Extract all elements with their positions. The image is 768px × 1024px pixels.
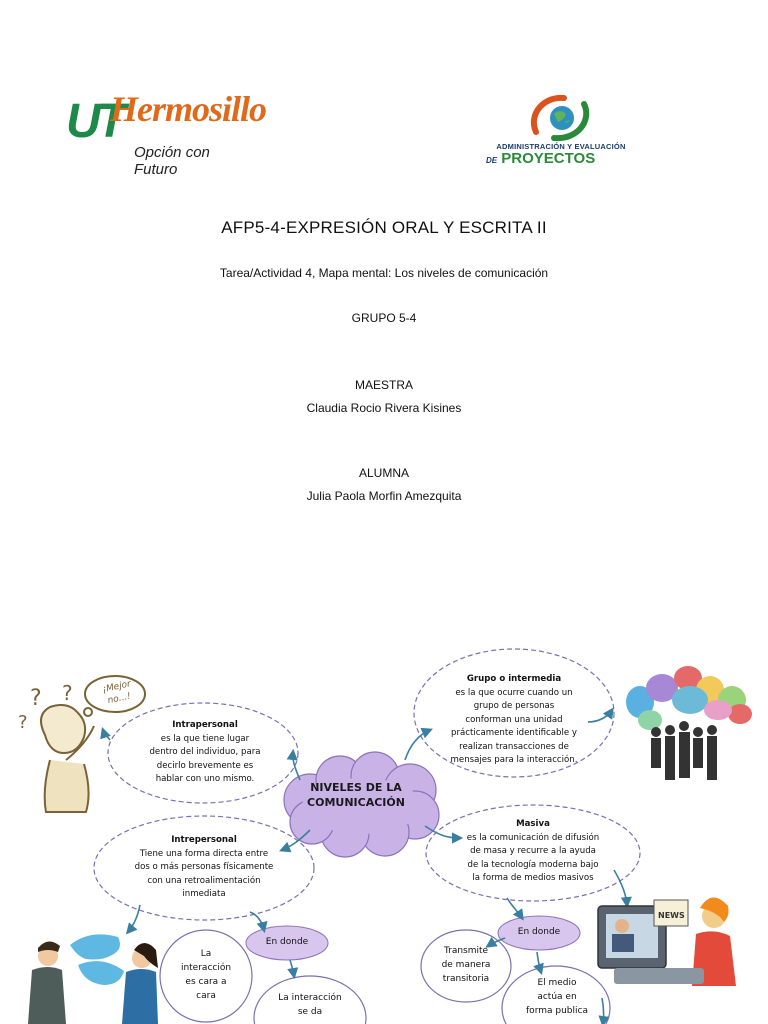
mass-media-illustration bbox=[598, 897, 736, 986]
grupal-line: prácticamente identificable y bbox=[451, 728, 577, 738]
masiva-text bbox=[438, 818, 628, 886]
center-line-1: NIVELES DE LA bbox=[310, 781, 402, 794]
teacher-name: Claudia Rocio Rivera Kisines bbox=[306, 401, 462, 415]
circle-line: es cara a bbox=[185, 977, 227, 987]
circle-line: transitoria bbox=[442, 974, 490, 984]
proyectos-logo-line2 bbox=[486, 150, 595, 167]
circle-line: cara bbox=[196, 991, 216, 1001]
proyectos-logo-word: PROYECTOS bbox=[501, 150, 596, 167]
circle-line: forma publica bbox=[526, 1006, 588, 1016]
grupal-text bbox=[424, 673, 604, 768]
masiva-line: de masa y recurre a la ayuda bbox=[470, 846, 596, 856]
intrapersonal-line: es la que tiene lugar bbox=[160, 733, 250, 744]
intrepersonal-line: Tiene una forma directa entre bbox=[139, 848, 269, 859]
masiva-title: Masiva bbox=[516, 819, 550, 829]
ut-logo-slogan: Opción con Futuro bbox=[134, 144, 210, 178]
teacher-label: MAESTRA bbox=[354, 378, 413, 392]
center-line-2: COMUNICACIÓN bbox=[307, 796, 405, 809]
circle-line: actúa en bbox=[537, 992, 577, 1002]
masiva-line: de la tecnología moderna bajo bbox=[467, 859, 599, 870]
grupal-line: mensajes para la interacción. bbox=[450, 755, 578, 765]
en-donde-right-label: En donde bbox=[517, 927, 561, 937]
en-donde-left-label: En donde bbox=[265, 937, 309, 947]
ut-logo-mark: UT bbox=[66, 95, 122, 148]
svg-text:?: ? bbox=[18, 712, 28, 733]
circle-line: Transmite bbox=[443, 946, 489, 956]
intrepersonal-text bbox=[114, 834, 294, 902]
intrepersonal-line: inmediata bbox=[182, 889, 226, 899]
intrapersonal-text bbox=[120, 719, 290, 787]
svg-text:NEWS: NEWS bbox=[658, 911, 685, 920]
intrepersonal-line: con una retroalimentación bbox=[147, 875, 261, 886]
circle-line: El medio bbox=[537, 978, 577, 988]
intrepersonal-title: Intrepersonal bbox=[171, 835, 237, 845]
globe-icon bbox=[526, 92, 596, 142]
svg-text:?: ? bbox=[30, 686, 42, 711]
right-circle-2-text bbox=[516, 976, 598, 1018]
talking-people-illustration bbox=[28, 934, 158, 1024]
left-circle-1-text bbox=[170, 947, 242, 1003]
bubble-line: no...! bbox=[106, 691, 132, 707]
group-people-illustration bbox=[626, 666, 752, 780]
intrapersonal-title: Intrapersonal bbox=[172, 720, 238, 730]
grupal-line: grupo de personas bbox=[473, 701, 555, 711]
document-title: AFP5-4-EXPRESIÓN ORAL Y ESCRITA II bbox=[221, 218, 547, 237]
left-circle-2-text bbox=[266, 991, 354, 1019]
circle-line: se da bbox=[297, 1007, 323, 1017]
student-name: Julia Paola Morfin Amezquita bbox=[306, 489, 462, 503]
center-cloud-label bbox=[296, 780, 416, 810]
intrapersonal-line: dentro del individuo, para bbox=[149, 747, 261, 757]
ut-logo-name: Hermosillo bbox=[110, 89, 267, 129]
circle-line: interacción bbox=[180, 963, 232, 973]
circle-line: La interacción bbox=[278, 993, 342, 1003]
grupal-line: realizan transacciones de bbox=[459, 741, 569, 752]
grupal-line: es la que ocurre cuando un bbox=[455, 687, 573, 698]
intrapersonal-line: hablar con uno mismo. bbox=[155, 774, 255, 784]
intrapersonal-line: decirlo brevemente es bbox=[156, 760, 254, 771]
right-circle-1-text bbox=[426, 944, 506, 986]
circle-line: La bbox=[200, 949, 212, 959]
proyectos-logo-de: DE bbox=[486, 156, 498, 165]
student-label: ALUMNA bbox=[358, 466, 409, 480]
proyectos-logo-line1: ADMINISTRACIÓN Y EVALUACIÓN bbox=[496, 142, 626, 151]
circle-line: de manera bbox=[441, 960, 491, 970]
grupal-title: Grupo o intermedia bbox=[466, 674, 562, 684]
svg-text:?: ? bbox=[62, 681, 73, 705]
proyectos-logo bbox=[486, 92, 636, 172]
masiva-line: es la comunicación de difusión bbox=[466, 832, 600, 843]
group-label: GRUPO 5-4 bbox=[351, 311, 417, 325]
masiva-line: la forma de medios masivos bbox=[472, 873, 594, 883]
intrepersonal-line: dos o más personas físicamente bbox=[134, 862, 274, 872]
bubble-line: ¡Mejor bbox=[101, 679, 132, 695]
ut-hermosillo-logo bbox=[66, 84, 267, 178]
document-subtitle: Tarea/Actividad 4, Mapa mental: Los niveles de comunicación bbox=[219, 266, 549, 280]
grupal-line: conforman una unidad bbox=[465, 714, 563, 725]
